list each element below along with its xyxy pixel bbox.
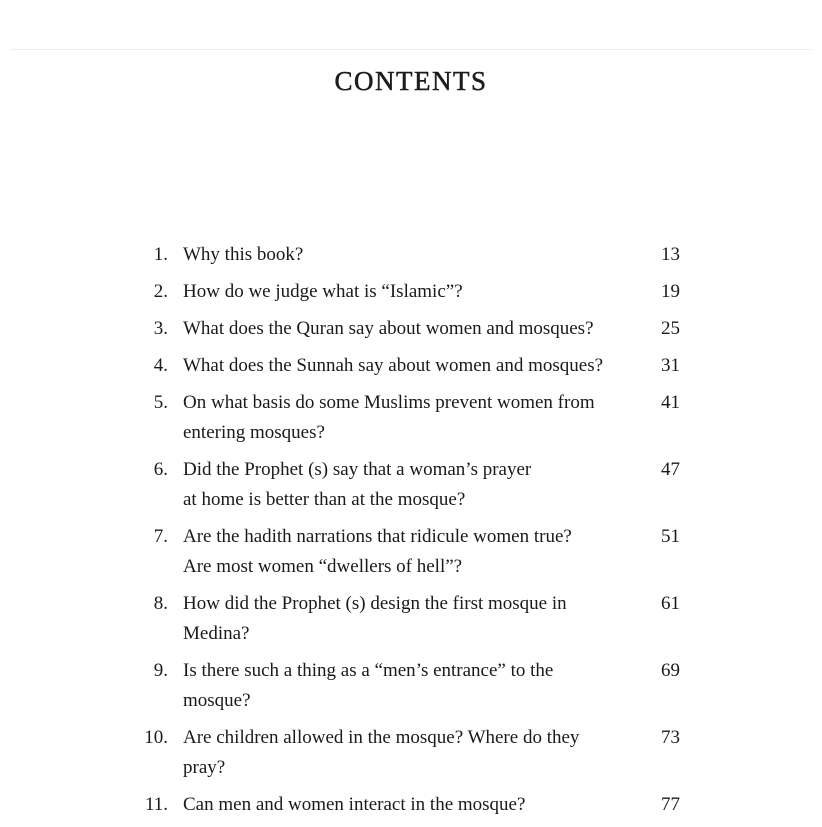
- toc-entry-page: 31: [661, 355, 680, 376]
- toc-entry-number: 7.: [153, 526, 168, 547]
- toc-entry: [0, 589, 822, 649]
- toc-entry-title-line: What does the Sunnah say about women and mosques?: [183, 355, 604, 376]
- toc-entry-title: [183, 388, 643, 448]
- toc-entry: [0, 656, 822, 716]
- toc-entry-number: 5.: [153, 392, 168, 413]
- table-of-contents: [0, 240, 822, 827]
- toc-entry-number: 8.: [153, 593, 168, 614]
- toc-entry-title: [183, 351, 643, 381]
- toc-entry-title: [183, 790, 643, 820]
- toc-entry: [0, 314, 822, 344]
- toc-entry-title-line: Is there such a thing as a “men’s entrance” to the: [183, 660, 554, 681]
- toc-entry-title-line: Medina?: [183, 623, 250, 644]
- toc-entry-title: [183, 522, 643, 582]
- toc-entry-title-line: How did the Prophet (s) design the first mosque in: [183, 593, 567, 614]
- toc-entry: [0, 455, 822, 515]
- toc-entry: [0, 240, 822, 270]
- top-divider: [10, 49, 812, 50]
- toc-entry-title-line: How do we judge what is “Islamic”?: [183, 281, 463, 302]
- toc-entry-page: 47: [661, 459, 680, 480]
- toc-entry-title-line: Are most women “dwellers of hell”?: [183, 556, 463, 577]
- toc-entry-title: [183, 723, 643, 783]
- toc-entry-page: 13: [661, 244, 680, 265]
- toc-entry-title-line: mosque?: [183, 690, 251, 711]
- toc-entry-page: 19: [661, 281, 680, 302]
- toc-entry: [0, 522, 822, 582]
- toc-entry-number: 2.: [153, 281, 168, 302]
- toc-entry-title-line: What does the Quran say about women and mosques?: [183, 318, 594, 339]
- toc-entry-number: 11.: [144, 794, 168, 815]
- toc-entry: [0, 277, 822, 307]
- toc-entry-page: 77: [661, 794, 680, 815]
- toc-entry-number: 10.: [144, 727, 168, 748]
- toc-entry-title: [183, 240, 643, 270]
- toc-entry-page: 61: [661, 593, 680, 614]
- toc-entry: [0, 388, 822, 448]
- toc-entry-number: 9.: [153, 660, 168, 681]
- toc-entry: [0, 790, 822, 820]
- toc-entry-page: 25: [661, 318, 680, 339]
- toc-entry: [0, 351, 822, 381]
- toc-entry-title-line: Why this book?: [183, 244, 304, 265]
- toc-entry-title-line: Can men and women interact in the mosque?: [183, 794, 526, 815]
- toc-entry-number: 1.: [153, 244, 168, 265]
- toc-entry-title: [183, 455, 643, 515]
- toc-entry-number: 3.: [153, 318, 168, 339]
- toc-entry-title-line: Are children allowed in the mosque? Where do they: [183, 727, 580, 748]
- toc-entry-title: [183, 314, 643, 344]
- toc-entry-number: 4.: [153, 355, 168, 376]
- toc-entry-page: 69: [661, 660, 680, 681]
- toc-entry-number: 6.: [153, 459, 168, 480]
- toc-entry: [0, 723, 822, 783]
- toc-entry-title: [183, 656, 643, 716]
- toc-entry-page: 41: [661, 392, 680, 413]
- toc-entry-title-line: pray?: [183, 757, 226, 778]
- toc-entry-page: 51: [661, 526, 680, 547]
- toc-entry-title-line: Did the Prophet (s) say that a woman’s prayer: [183, 459, 532, 480]
- toc-entry-title-line: at home is better than at the mosque?: [183, 489, 466, 510]
- toc-entry-title: [183, 277, 643, 307]
- toc-entry-title-line: entering mosques?: [183, 422, 325, 443]
- page-title: CONTENTS: [334, 66, 488, 96]
- toc-entry-title-line: On what basis do some Muslims prevent women from: [183, 392, 595, 413]
- toc-entry-title-line: Are the hadith narrations that ridicule women true?: [183, 526, 572, 547]
- toc-entry-title: [183, 589, 643, 649]
- toc-entry-page: 73: [661, 727, 680, 748]
